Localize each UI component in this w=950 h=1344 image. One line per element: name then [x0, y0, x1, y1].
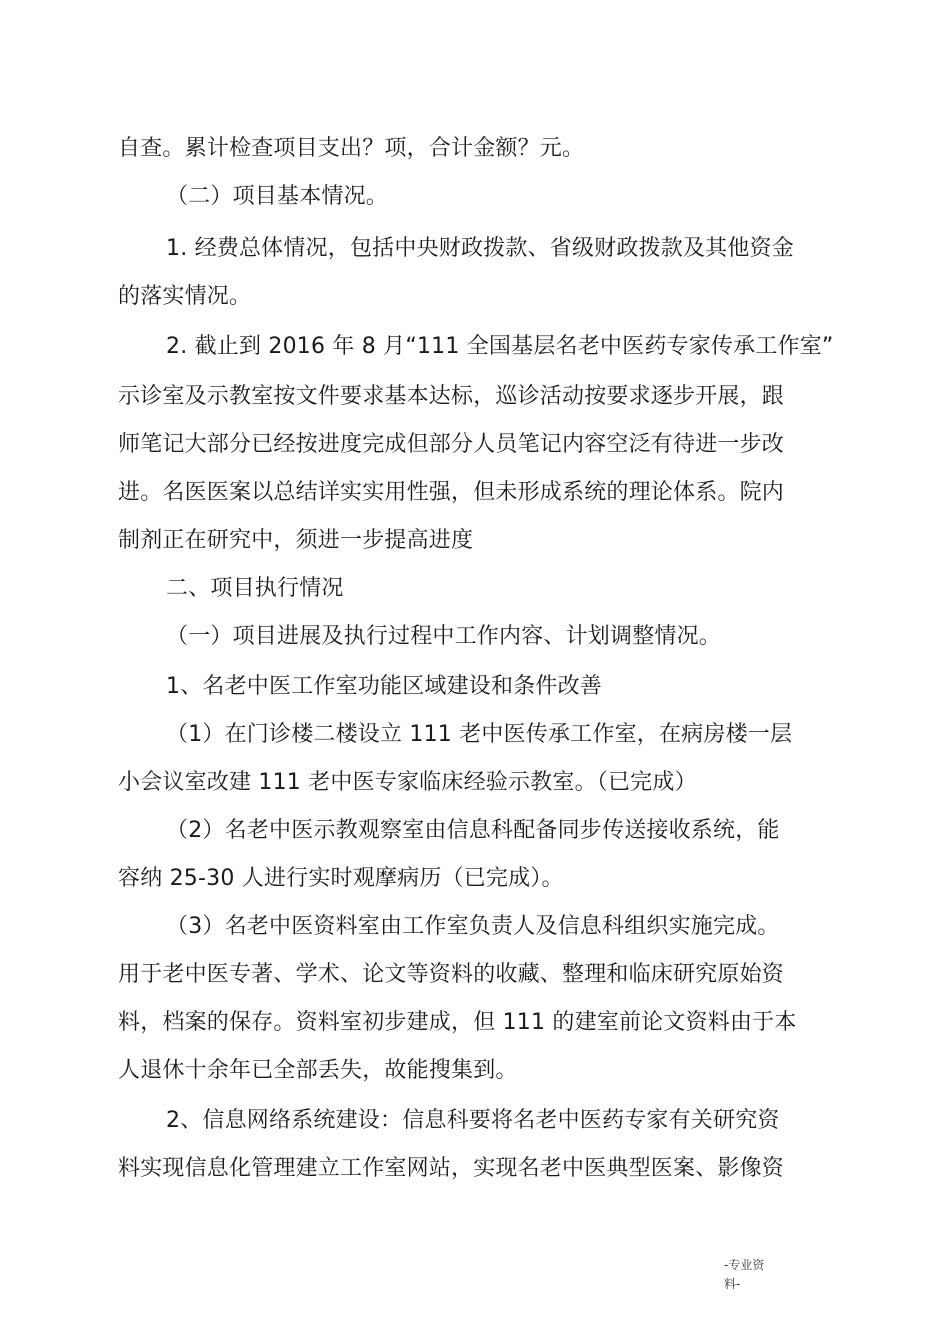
text-line: （3）名老中医资料室由工作室负责人及信息科组织实施完成。 [166, 914, 780, 939]
text-line: 制剂正在研究中，须进一步提高进度 [118, 528, 474, 553]
item-heading: 1、名老中医工作室功能区域建设和条件改善 [166, 674, 602, 699]
footer-text-line1: -专业资 [724, 1258, 765, 1272]
text-line: 1. 经费总体情况，包括中央财政拨款、省级财政拨款及其他资金 [166, 236, 794, 261]
section-heading: （二）项目基本情况。 [166, 184, 389, 209]
text-line: 自查。累计检查项目支出？项，合计金额？元。 [118, 136, 585, 161]
text-line: 示诊室及示教室按文件要求基本达标，巡诊活动按要求逐步开展，跟 [118, 384, 785, 409]
text-line: 料实现信息化管理建立工作室网站，实现名老中医典型医案、影像资 [118, 1156, 785, 1181]
text-line: 的落实情况。 [118, 284, 252, 309]
text-line: 2. 截止到 2016 年 8 月“111 全国基层名老中医药专家传承工作室” [166, 334, 834, 359]
text-line: 小会议室改建 111 老中医专家临床经验示教室。（已完成） [118, 770, 697, 795]
subsection-heading: （一）项目进展及执行过程中工作内容、计划调整情况。 [166, 624, 722, 649]
text-line: 人退休十余年已全部丢失，故能搜集到。 [118, 1058, 518, 1083]
text-line: 进。名医医案以总结详实实用性强，但未形成系统的理论体系。院内 [118, 480, 785, 505]
section-heading: 二、项目执行情况 [166, 576, 344, 601]
item-heading: 2、信息网络系统建设：信息科要将名老中医药专家有关研究资 [166, 1108, 780, 1133]
footer-text-line2: 料- [724, 1277, 741, 1291]
text-line: （2）名老中医示教观察室由信息科配备同步传送接收系统，能 [166, 818, 780, 843]
text-line: 料，档案的保存。资料室初步建成，但 111 的建室前论文资料由于本 [118, 1010, 797, 1035]
text-line: 师笔记大部分已经按进度完成但部分人员笔记内容空泛有待进一步改 [118, 432, 785, 457]
text-line: 容纳 25-30 人进行实时观摩病历（已完成）。 [118, 866, 564, 891]
text-line: 用于老中医专著、学术、论文等资料的收藏、整理和临床研究原始资 [118, 962, 785, 987]
text-line: （1）在门诊楼二楼设立 111 老中医传承工作室，在病房楼一层 [166, 722, 793, 747]
